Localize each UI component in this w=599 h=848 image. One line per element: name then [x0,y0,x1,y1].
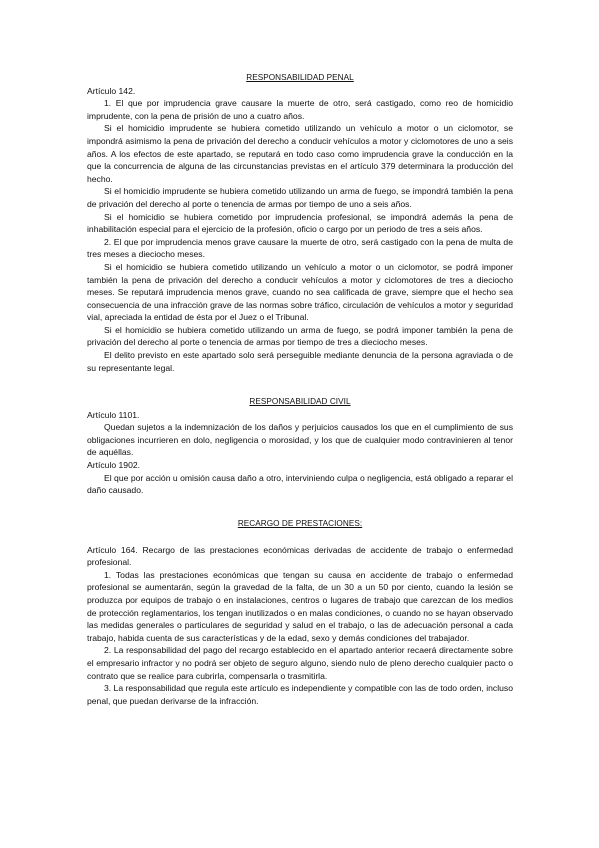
paragraph: 1. El que por imprudencia grave causare la muerte de otro, será castigado, como reo de homicidio imprudente, con la pena de prisión de uno a cuatro años. [87,98,513,121]
paragraph: El que por acción u omisión causa daño a otro, interviniendo culpa o negligencia, está obligado a reparar el daño causado. [87,472,513,496]
paragraph: Si el homicidio imprudente se hubiera cometido utilizando un arma de fuego, se impondrá también la pena de privación del derecho al porte o tenencia de armas por tiempo de uno a seis años. [87,186,513,209]
paragraph: Si el homicidio se hubiera cometido utilizando un arma de fuego, se podrá imponer también la pena de privación del derecho al porte o tenencia de armas por tiempo de tres a dieciocho meses. [87,324,513,348]
paragraph: 3. La responsabilidad que regula este artículo es independiente y compatible con las de todo orden, incluso penal, que puedan derivarse de la infracción. [87,683,513,706]
article-1902-label: Artículo 1902. [87,459,141,470]
paragraph: Si el homicidio se hubiera cometido utilizando un vehículo a motor o un ciclomotor, se podrá imponer también la pena de privación del derecho a conducir vehículos a motor y ciclomotores de tres a dieciocho meses. Se reputará imprudencia menos grave, cuando no sea calificada de grave, siempre que el hecho sea consecuencia de una infracción grave de las normas sobre tráfico, circulación de vehículos a motor y seguridad vial, apreciada la entidad de ésta por el Juez o el Tribunal. [87,261,513,323]
section-heading-civil: RESPONSABILIDAD CIVIL [249,397,351,406]
paragraph: 2. El que por imprudencia menos grave causare la muerte de otro, será castigado con la pena de multa de tres meses a dieciocho meses. [87,236,513,260]
paragraph: 2. La responsabilidad del pago del recargo establecido en el apartado anterior recaerá directamente sobre el empresario infractor y no podrá ser objeto de seguro alguno, siendo nulo de pleno derecho cualquier pacto o contrato que se realice para cubrirla, compensarla o trasmitirla. [87,645,513,681]
paragraph: Quedan sujetos a la indemnización de los daños y perjuicios causados los que en el cumplimiento de sus obligaciones incurrieren en dolo, negligencia o morosidad, y los que de cualquier modo contravinieren al tenor de aquéllas. [87,422,513,458]
paragraph: Si el homicidio imprudente se hubiera cometido utilizando un vehículo a motor o un ciclomotor, se impondrá asimismo la pena de privación del derecho a conducir vehículos a motor y ciclomotores de uno a seis años. A los efectos de este apartado, se reputará en todo caso como imprudencia grave la conducción en la que la concurrencia de alguna de las circunstancias previstas en el artículo 379 determinara la producción del hecho. [87,123,513,184]
article-164-intro: Artículo 164. Recargo de las prestaciones económicas derivadas de accidente de trabajo o enfermedad profesional. [87,544,513,568]
section-penal [87,72,513,374]
paragraph: 1. Todas las prestaciones económicas que tengan su causa en accidente de trabajo o enfermedad profesional se aumentarán, según la gravedad de la falta, de un 30 a un 50 por ciento, cuando la lesión se produzca por equipos de trabajo o en instalaciones, centros o lugares de trabajo que carezcan de los medios de protección reglamentarios, los tengan inutilizados o en malas condiciones, o cuando no se hayan observado las medidas generales o particulares de seguridad y salud en el trabajo, o las de adecuación personal a cada trabajo, habida cuenta de sus características y de la edad, sexo y demás condiciones del trabajador. [87,569,513,643]
article-142-label: Artículo 142. [87,85,136,96]
section-recargo [87,518,513,707]
article-1101-label: Artículo 1101. [87,409,140,420]
paragraph: El delito previsto en este apartado solo será perseguible mediante denuncia de la persona agraviada o de su representante legal. [87,350,513,373]
section-heading-recargo: RECARGO DE PRESTACIONES: [237,519,363,528]
section-heading-penal: RESPONSABILIDAD PENAL [246,73,354,82]
section-civil [87,396,513,497]
paragraph: Si el homicidio se hubiera cometido por imprudencia profesional, se impondrá además la pena de inhabilitación especial para el ejercicio de la profesión, oficio o cargo por un periodo de tres a seis años. [87,211,513,235]
